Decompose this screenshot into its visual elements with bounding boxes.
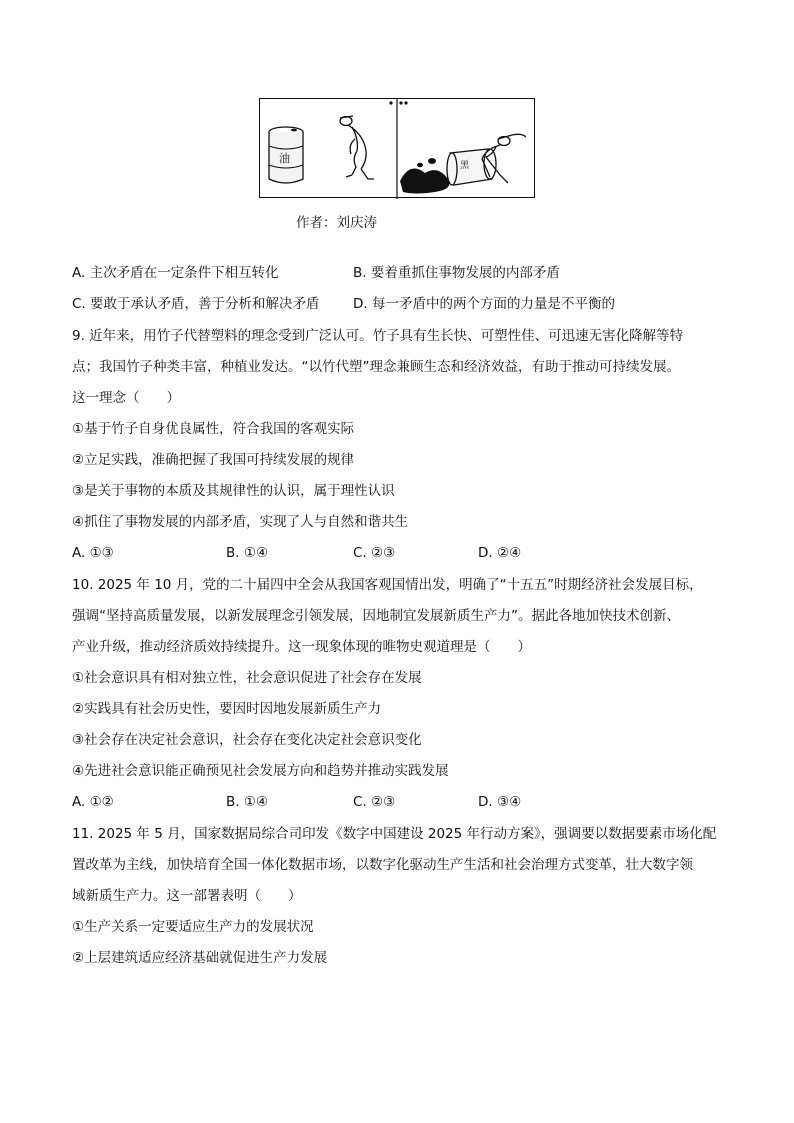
q9-statement-2: ②立足实践，准确把握了我国可持续发展的规律 bbox=[72, 452, 355, 468]
bending-man-icon bbox=[340, 116, 374, 179]
q8-option-c: C. 要敢于承认矛盾，善于分析和解决矛盾 bbox=[72, 296, 320, 312]
q10-choice-c: C. ②③ bbox=[353, 794, 396, 810]
barrel-label-oil: 油 bbox=[279, 152, 290, 165]
q9-statement-4: ④抓住了事物发展的内部矛盾，实现了人与自然和谐共生 bbox=[72, 514, 409, 530]
q8-option-b: B. 要着重抓住事物发展的内部矛盾 bbox=[353, 265, 560, 281]
q10-stem-line-2: 强调“坚持高质量发展，以新发展理念引领发展，因地制宜发展新质生产力”。据此各地加快技术创新、 bbox=[72, 608, 680, 624]
q9-stem-line-2: 点；我国竹子种类丰富，种植业发达。“以竹代塑”理念兼顾生态和经济效益，有助于推动可持续发展。 bbox=[72, 359, 680, 375]
figure-caption: 作者：刘庆涛 bbox=[296, 215, 377, 231]
q9-choice-b: B. ①④ bbox=[226, 545, 269, 561]
cartoon-figure bbox=[259, 98, 535, 198]
q9-statement-1: ①基于竹子自身优良属性，符合我国的客观实际 bbox=[72, 421, 355, 437]
cartoon-drawing bbox=[260, 99, 536, 199]
q11-stem-line-2: 置改革为主线，加快培育全国一体化数据市场，以数字化驱动生产生活和社会治理方式变革，壮大数字领 bbox=[72, 857, 693, 873]
q9-stem-line-3: 这一理念（ ） bbox=[72, 390, 180, 406]
q9-choice-c: C. ②③ bbox=[353, 545, 396, 561]
tipped-barrel-icon bbox=[447, 149, 496, 185]
q11-statement-1: ①生产关系一定要适应生产力的发展状况 bbox=[72, 919, 314, 935]
q9-stem-line-1: 9. 近年来，用竹子代替塑料的理念受到广泛认可。竹子具有生长快、可塑性佳、可迅速无害化降解等特 bbox=[72, 328, 684, 344]
q10-choice-d: D. ③④ bbox=[478, 794, 522, 810]
q10-choice-a: A. ①② bbox=[72, 794, 114, 810]
q9-choice-a: A. ①③ bbox=[72, 545, 114, 561]
q10-statement-4: ④先进社会意识能正确预见社会发展方向和趋势并推动实践发展 bbox=[72, 763, 449, 779]
barrel-label-black: 黑 bbox=[460, 161, 470, 171]
q10-stem-line-3: 产业升级，推动经济质效持续提升。这一现象体现的唯物史观道理是（ ） bbox=[72, 639, 531, 655]
q10-statement-1: ①社会意识具有相对独立性，社会意识促进了社会存在发展 bbox=[72, 670, 422, 686]
q9-choice-d: D. ②④ bbox=[478, 545, 522, 561]
spilled-oil-icon bbox=[400, 158, 449, 194]
q10-statement-3: ③社会存在决定社会意识，社会存在变化决定社会意识变化 bbox=[72, 732, 422, 748]
q10-choice-b: B. ①④ bbox=[226, 794, 269, 810]
q8-option-d: D. 每一矛盾中的两个方面的力量是不平衡的 bbox=[353, 296, 615, 312]
q8-option-a: A. 主次矛盾在一定条件下相互转化 bbox=[72, 265, 279, 281]
q10-statement-2: ②实践具有社会历史性，要因时因地发展新质生产力 bbox=[72, 701, 382, 717]
q10-stem-line-1: 10. 2025 年 10 月，党的二十届四中全会从我国客观国情出发，明确了“十五五”时期经济社会发展目标， bbox=[72, 577, 703, 593]
q9-statement-3: ③是关于事物的本质及其规律性的认识，属于理性认识 bbox=[72, 483, 395, 499]
q11-stem-line-1: 11. 2025 年 5 月，国家数据局综合司印发《数字中国建设 2025 年行动方案》，强调要以数据要素市场化配 bbox=[72, 826, 717, 842]
q11-statement-2: ②上层建筑适应经济基础就促进生产力发展 bbox=[72, 950, 328, 966]
q11-stem-line-3: 域新质生产力。这一部署表明（ ） bbox=[72, 888, 302, 904]
